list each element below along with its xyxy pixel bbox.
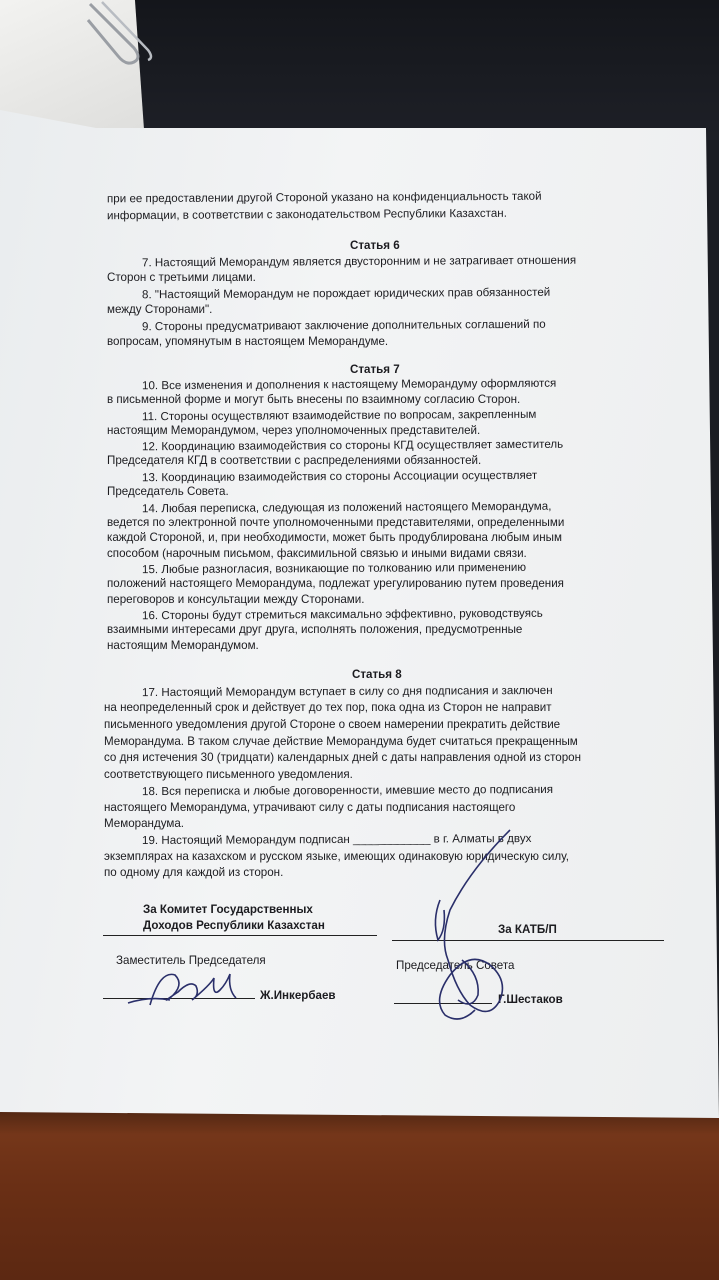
art7-line-15: переговоров и консультации между Сторонами. (107, 593, 365, 606)
left-org-line-2: Доходов Республики Казахстан (143, 919, 325, 932)
art7-line-8: Председатель Совета. (107, 485, 229, 498)
art8-line-7: 18. Вся переписка и любые договоренности, имевшие место до подписания (141, 782, 554, 799)
art8-line-9: Меморандума. (104, 817, 185, 830)
art7-line-9: 14. Любая переписка, следующая из положений настоящего Меморандума, (141, 499, 552, 516)
right-org: За КАТБ/П (498, 923, 557, 936)
art7-line-11: каждой Стороной, и, при необходимости, может быть продублирована любым иным (107, 531, 562, 544)
art7-line-2: в письменной форме и могут быть внесены по взаимному согласию Сторон. (107, 393, 521, 406)
art6-line-6: вопросам, упомянутым в настоящем Меморандуме. (107, 335, 389, 348)
left-org-line-1: За Комитет Государственных (143, 903, 313, 916)
art7-line-1: 10. Все изменения и дополнения к настоящему Меморандуму оформляются (141, 376, 557, 393)
right-role: Председатель Совета (396, 959, 515, 972)
art6-line-3: 8. "Настоящий Меморандум не порождает юридических прав обязанностей (141, 285, 551, 302)
art7-line-14: положений настоящего Меморандума, подлежат урегулированию путем проведения (107, 577, 564, 590)
art7-line-16: 16. Стороны будут стремиться максимально эффективно, руководствуясь (141, 606, 543, 623)
left-signature-icon (128, 974, 236, 1005)
art7-line-17: взаимными интересами друг друга, исполнять положения, предусмотренные (107, 623, 523, 636)
intro-line-1: при ее предоставлении другой Стороной указано на конфиденциальность такой (106, 189, 542, 206)
art6-line-5: 9. Стороны предусматривают заключение дополнительных соглашений по (141, 317, 546, 334)
right-signature-icon (435, 830, 510, 1019)
article-7-title: Статья 7 (350, 363, 400, 376)
art8-line-6: соответствующего письменного уведомления. (104, 768, 353, 781)
right-name: Г.Шестаков (498, 993, 563, 1006)
art8-line-2: на неопределенный срок и действует до тех пор, пока одна из Сторон не направит (104, 701, 552, 714)
art7-line-4: настоящим Меморандумом, через уполномоченных представителей. (107, 424, 481, 437)
art7-line-18: настоящим Меморандумом. (107, 639, 259, 652)
article-6-title: Статья 6 (350, 239, 400, 252)
art6-line-2: Сторон с третьими лицами. (107, 271, 256, 284)
art7-line-5: 12. Координацию взаимодействия со стороны КГД осуществляет заместитель (141, 437, 564, 454)
left-role: Заместитель Председателя (116, 954, 266, 967)
art8-line-3: письменного уведомления другой Стороне о своем намерении прекратить действие (104, 718, 561, 731)
art7-line-10: ведется по электронной почте уполномоченными представителями, определенными (107, 516, 565, 529)
art7-line-6: Председателя КГД в соответствии с распределениями обязанностей. (107, 454, 482, 467)
art8-line-11: экземплярах на казахском и русском языке, имеющих одинаковую юридическую силу, (104, 850, 570, 863)
art8-line-10: 19. Настоящий Меморандум подписан ____________ в г. Алматы в двух (141, 831, 532, 848)
art7-line-13: 15. Любые разногласия, возникающие по толкованию или применению (141, 560, 527, 577)
art8-line-8: настоящего Меморандума, утрачивают силу с даты подписания настоящего (104, 801, 516, 814)
art7-line-12: способом (нарочным письмом, факсимильной связью и иными видами связи. (107, 547, 527, 560)
art6-line-4: между Сторонами". (107, 303, 213, 316)
art8-line-12: по одному для каждой из сторон. (104, 866, 284, 879)
art8-line-5: со дня истечения 30 (тридцати) календарных дней с даты направления одной из сторон (104, 751, 582, 764)
art7-line-7: 13. Координацию взаимодействия со стороны Ассоциации осуществляет (141, 468, 538, 485)
article-8-title: Статья 8 (352, 668, 402, 681)
left-name: Ж.Инкербаев (260, 989, 336, 1002)
art6-line-1: 7. Настоящий Меморандум является двусторонним и не затрагивает отношения (141, 253, 577, 270)
art8-line-4: Меморандума. В таком случае действие Меморандума будет считаться прекращенным (104, 735, 578, 748)
intro-line-2: информации, в соответствии с законодательством Республики Казахстан. (106, 206, 507, 223)
art7-line-3: 11. Стороны осуществляют взаимодействие по вопросам, закрепленным (141, 407, 537, 424)
art8-line-1: 17. Настоящий Меморандум вступает в силу со дня подписания и заключен (141, 683, 553, 700)
